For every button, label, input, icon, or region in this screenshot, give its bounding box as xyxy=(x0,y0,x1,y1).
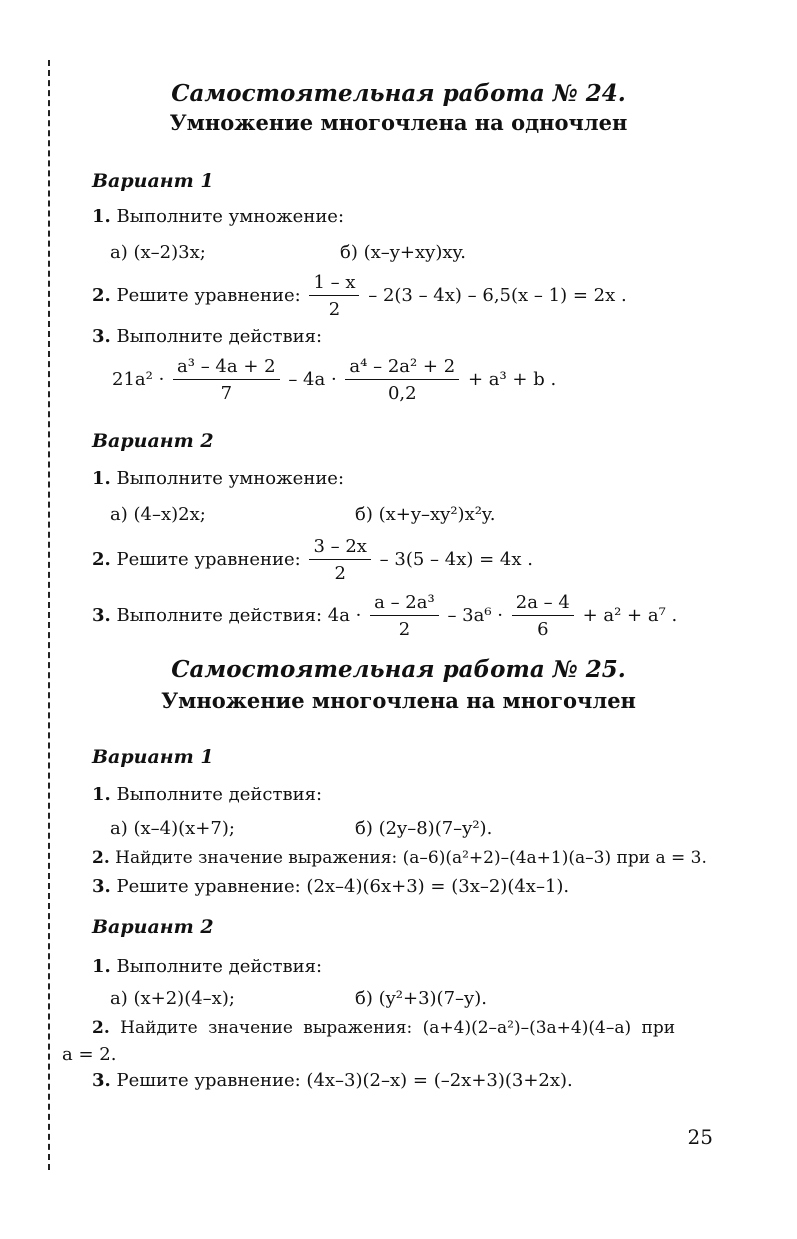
work24-v1-task1b: б) (x–y+xy)xy. xyxy=(340,242,466,263)
work24-variant2-label: Вариант 2 xyxy=(92,430,214,452)
work24-v1-task3: 3. Выполните действия: xyxy=(92,326,323,347)
work25-v1-task1a: а) (x–4)(x+7); xyxy=(110,818,235,839)
work25-v1-task1b: б) (2y–8)(7–y²). xyxy=(355,818,493,839)
work25-v1-task3: 3. Решите уравнение: (2x–4)(6x+3) = (3x–2)(4x–1). xyxy=(92,876,570,897)
page-number: 25 xyxy=(687,1125,713,1149)
fraction: $\frac{2a - 4}{6}$ xyxy=(512,592,574,640)
cut-line xyxy=(48,60,50,1170)
work25-variant2-label: Вариант 2 xyxy=(92,916,214,938)
work24-v2-task1b: б) (x+y–xy²)x²y. xyxy=(355,504,496,525)
work25-v2-task2: 2. Найдите значение выражения: (a+4)(2–a²)–(3a+4)(4–a) при xyxy=(92,1018,676,1038)
work24-variant1-label: Вариант 1 xyxy=(92,170,214,192)
work24-title: Самостоятельная работа № 24. xyxy=(171,80,626,107)
fraction: $\frac{1 - x}{2}$ xyxy=(309,272,359,320)
work24-v2-task3: 3. Выполните действия: 4a · $\frac{\text{a – 2a³}}{2}$ – 3a⁶ · $\frac{2a - 4}{6}$ + a² + a⁷ . xyxy=(92,592,678,640)
work25-v2-task1: 1. Выполните действия: xyxy=(92,956,323,977)
work25-title: Самостоятельная работа № 25. xyxy=(171,656,626,683)
work24-v2-task1: 1. Выполните умножение: xyxy=(92,468,345,489)
fraction: $\frac{\text{a³ – 4a + 2}}{7}$ xyxy=(173,356,280,404)
work25-subtitle: Умножение многочлена на многочлен xyxy=(161,688,636,713)
work24-v1-task2: 2. Решите уравнение: $\frac{1 - x}{2}$ – 2(3 – 4x) – 6,5(x – 1) = 2x . xyxy=(92,272,627,320)
work24-v2-task1a: а) (4–x)2x; xyxy=(110,504,206,525)
work25-v1-task2: 2. Найдите значение выражения: (a–6)(a²+2)–(4a+1)(a–3) при a = 3. xyxy=(92,848,707,868)
work24-v1-task1a: а) (x–2)3x; xyxy=(110,242,206,263)
fraction: $\frac{3 - 2x}{2}$ xyxy=(309,536,371,584)
work25-v2-task3: 3. Решите уравнение: (4x–3)(2–x) = (–2x+3)(3+2x). xyxy=(92,1070,573,1091)
work25-v2-task1b: б) (y²+3)(7–y). xyxy=(355,988,487,1009)
work25-v1-task1: 1. Выполните действия: xyxy=(92,784,323,805)
work25-v2-task2-cont: a = 2. xyxy=(62,1044,117,1065)
work24-subtitle: Умножение многочлена на одночлен xyxy=(169,110,628,135)
work24-v1-task1: 1. Выполните умножение: xyxy=(92,206,345,227)
work25-v2-task1a: а) (x+2)(4–x); xyxy=(110,988,235,1009)
work24-v1-task3-expr: 21a² · $\frac{\text{a³ – 4a + 2}}{7}$ – 4a · $\frac{\text{a⁴ – 2a² + 2}}{0,2}$ + a³ + b . xyxy=(112,356,557,404)
work24-v2-task2: 2. Решите уравнение: $\frac{3 - 2x}{2}$ – 3(5 – 4x) = 4x . xyxy=(92,536,533,584)
fraction: $\frac{\text{a – 2a³}}{2}$ xyxy=(370,592,439,640)
fraction: $\frac{\text{a⁴ – 2a² + 2}}{0,2}$ xyxy=(345,356,459,404)
work25-variant1-label: Вариант 1 xyxy=(92,746,214,768)
